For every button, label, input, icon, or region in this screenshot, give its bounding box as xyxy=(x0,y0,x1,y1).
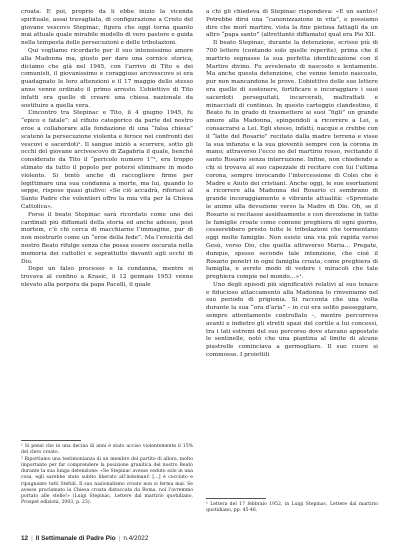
issue-number: n.4/2022 xyxy=(123,535,149,542)
footer-separator: | xyxy=(31,535,33,542)
footnote: ¹ Lettera del 17 febbraio 1952, in Luigi Stepinac, Lettere dal martirio quotidiano, pp. 45-46. xyxy=(206,502,378,514)
body-paragraph: croata. E poi, proprio da lì ebbe inizio la vicenda spirituale, assai travagliata, di configurazione a Cristo del giovane vescovo Stepinac, figura che oggi torna quanto mai attuale quale mirabile modello di vero pastore e guida nella tempesta delle persecuzioni e delle tribolazioni. xyxy=(21,9,193,47)
right-text-column xyxy=(206,9,378,449)
footer-separator: | xyxy=(118,535,121,542)
body-paragraph: Il beato Stepinac, durante la detenzione, scrisse più di 700 lettere (contando solo quelle reperite), prima che il martirio segnasse la sua perfetta identificazione con il Martire divino. Fu avvelenato di nascosto e lentamente. Ma anche questa detenzione, che venne tenuto nascosto, pur non mancandone le prove. L’obiettivo delle sue lettere era quello di sostenere, fortificare e incoraggiare i suoi sacerdoti perseguitati, incarcerati, maltrattati e minacciati di continuo. In questo carteggio clandestino, il Beato fu in grado di trasmettere ai suoi “figli” un grande amore alla Madonna, spingendoli a ricorrere a Lei, a consacrarsi a Lei. Egli stesso, infatti, nacque e crebbe con il “latte del Rosario” recitato dalla madre terrena e visse la sua infanzia e la sua gioventù sempre con la corona in mano; attraverso l’ecco no del martirio rosso, recitando il santo Rosario senza interruzione. Infine, non chiedendo a chi si trovava al suo capezzale di recitare con lui l’ultima corona, sempre invocando l’intercessione di Colei che è Madre e Aiuto dei cristiani. Anche oggi, le sue esortazioni a ricorrere alla Madonna del Rosario ci sembrano di grande incoraggiamento e vibrante attualità: «Sproniate le anime alla devozione verso la Madre di Dio. Oh, se il Rosario si recitasse assiduamente e con devozione in tutte le famiglie croate come comune preghiera di ogni giorno, cesserebbero presto tutte le tribolazioni che tormentano oggi molte famiglie. Non esiste una via più rapida verso Gesù, verso Dio, che quella attraverso Maria… Pregate, dunque, spesso secondo tale intenzione, che cioè il Rosario penetri in ogni famiglia croata, come preghiera di famiglia, e avrete modo di vedere i miracoli che tale preghiera compie nel mondo…»¹. xyxy=(206,40,378,281)
footnote-divider xyxy=(206,498,266,499)
right-footnotes xyxy=(206,498,378,526)
body-paragraph: Qui vogliamo ricordarlo per il suo intensissimo amore alla Madonna ma, giusto per dare una cornice storica, diciamo che già nel 1945, con l’arrivo di Tito e dei comunisti, il giovanissimo e coraggioso arcivescovo si era guadagnato le loro attenzioni e il 17 maggio dello stesso anno venne ordinato il primo arresto. L’obiettivo di Tito infatti era quello di creare una chiesa nazionale da sostituire a quella vera. xyxy=(21,47,193,109)
footnote: ¹ Si pensi che in una decina di anni è stato ucciso violentemente il 15% del clero croato. xyxy=(21,444,193,456)
body-paragraph: Uno degli episodi più significativi relativi al suo tenace e fiducioso attaccamento alla Madonna lo rinveniamo nel suo periodo di prigionia. Si racconta che una volta durante la sua “ora d’aria” – in cui era solito passeggiare, sempre attentamente controllato –, mentre percorreva avanti e indietro gli stretti spazi del cortile a lui concessi, tra i lati estremi del suo percorso dove stavano appostate le sentinelle, notò che una piantina al limite di alcune piastrelle cominciava a germogliare. Il suo cuore si commosse. I proiettili xyxy=(206,281,378,359)
magazine-title: Il Settimanale di Padre Pio xyxy=(35,535,116,542)
body-paragraph: L’incontro tra Stepinac e Tito, il 4 giugno 1945, fu “epico e fatale”: al rifiuto categorico da parte del nostro eroe a collaborare alla fondazione di una “falsa chiesa” scatenò la persecuzione violenta e feroce nei confronti dei vescovi e sacerdoti¹. Il sangue iniziò a scorrere, sotto gli occhi del giovane arcivescovo di Zagabria il quale, benché considerato da Tito il “pericolo numero 1”², era troppo stimato da tutto il popolo per potersi eliminare in modo violento. Si tentò anche di raccogliere firme per legittimare una sua condanna a morte, ma lui, quando lo seppe, rispose quasi giulivo: «Se ciò accadrà, riferisci al Santo Padre che volentieri offro la mia vita per la Chiesa Cattolica». xyxy=(21,110,193,210)
left-text-column xyxy=(21,9,193,427)
body-paragraph: a chi gli chiedeva di Stepinac rispondeva: «È un santo»! Potrebbe dirsi una “canonizzazione in vita”, e possiamo dire che morì martire, vista la fine pietosa fattagli da un altro “papa santo” (altrettanto diffamato) qual era Pio XII. xyxy=(206,9,378,39)
footnote-divider xyxy=(21,440,81,441)
page-number: 12 xyxy=(21,535,29,542)
body-paragraph: Forse il beato Stepinac sarà ricordato come uno dei cardinali più diffamati della storia ed anche adesso, post mortem, c’è chi cerca di macchiarne l’immagine, pur di non mostrarlo come un “eroe della fede”. Ma l’eroicità del nostro Beato rifulge senza che possa essere oscurata nella memoria dei cattolici e soprattutto davanti agli occhi di Dio. xyxy=(21,211,193,265)
page-footer xyxy=(21,534,148,544)
body-paragraph: Dopo un falso processo e la condanna, mentre si trovava al confino a Krasic, il 12 gennaio 1953 venne elevato alla porpora da papa Pacelli, il quale xyxy=(21,266,193,288)
footnote: ² Riportiamo una testimonianza di un membro del partito di allora, molto importante per far comprendere la posizione granitica del nostro Beato durante la sua lunga detenzione: «Se Stepinac avesse ceduto solo in una cosa, egli sarebbe stato subito liberato all’indomani! […] è cocciuto e ripugnante tutti Stefuli. Il suo nazionalismo croato non si ferma mai. Se avesse proclamato la Chiesa croata distaccata da Roma, noi l’avremmo portato alle stelle!» (Luigi Stepinac, Lettere dal martirio quotidiano, Prospet edizioni, 2003, p. 23). xyxy=(21,457,193,505)
left-footnotes xyxy=(21,440,193,528)
